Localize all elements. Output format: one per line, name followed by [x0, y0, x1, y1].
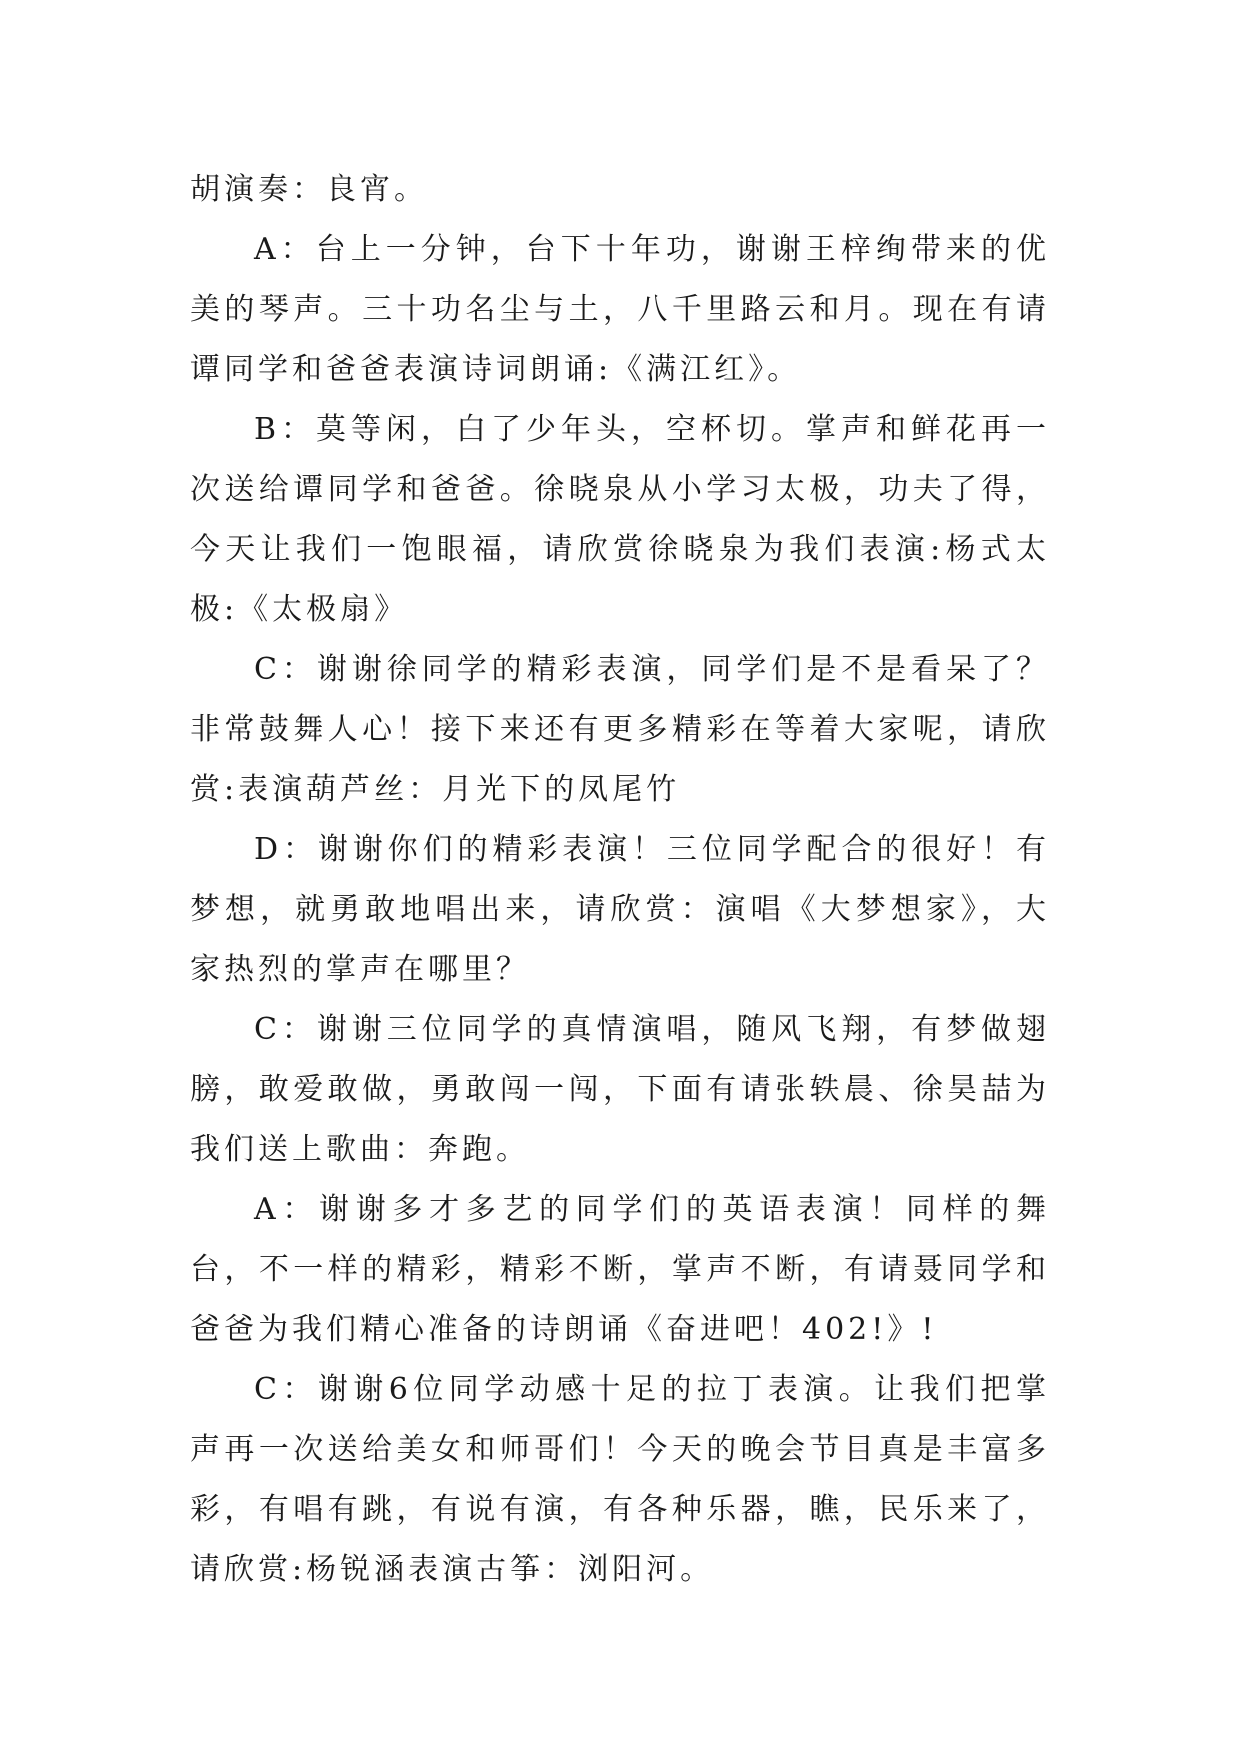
paragraph-host-c-3: C：谢谢6位同学动感十足的拉丁表演。让我们把掌声再一次送给美女和师哥们！今天的晚会节目真是丰富多彩，有唱有跳，有说有演，有各种乐器，瞧，民乐来了，请欣赏:杨锐涵表演古筝：浏阳河。: [190, 1372, 1050, 1587]
document-body: [190, 160, 1050, 1600]
paragraph-host-a-2: A：谢谢多才多艺的同学们的英语表演！同样的舞台，不一样的精彩，精彩不断，掌声不断，有请聂同学和爸爸为我们精心准备的诗朗诵《奋进吧！402!》!: [190, 1192, 1050, 1347]
paragraph-host-c-1: C：谢谢徐同学的精彩表演，同学们是不是看呆了？非常鼓舞人心！接下来还有更多精彩在等着大家呢，请欣赏:表演葫芦丝：月光下的凤尾竹: [190, 652, 1050, 807]
paragraph-host-d-1: D：谢谢你们的精彩表演！三位同学配合的很好！有梦想，就勇敢地唱出来，请欣赏：演唱《大梦想家》，大家热烈的掌声在哪里？: [190, 832, 1050, 987]
paragraph-host-a-1: A：台上一分钟，台下十年功，谢谢王梓绚带来的优美的琴声。三十功名尘与土，八千里路云和月。现在有请谭同学和爸爸表演诗词朗诵:《满江红》。: [190, 232, 1050, 387]
paragraph-host-b-1: B：莫等闲，白了少年头，空杯切。掌声和鲜花再一次送给谭同学和爸爸。徐晓泉从小学习太极，功夫了得，今天让我们一饱眼福，请欣赏徐晓泉为我们表演:杨式太极:《太极扇》: [190, 412, 1050, 627]
paragraph-continuation: 胡演奏：良宵。: [190, 172, 428, 207]
paragraph-host-c-2: C：谢谢三位同学的真情演唱，随风飞翔，有梦做翅膀，敢爱敢做，勇敢闯一闯，下面有请张轶晨、徐昊喆为我们送上歌曲：奔跑。: [190, 1012, 1050, 1167]
